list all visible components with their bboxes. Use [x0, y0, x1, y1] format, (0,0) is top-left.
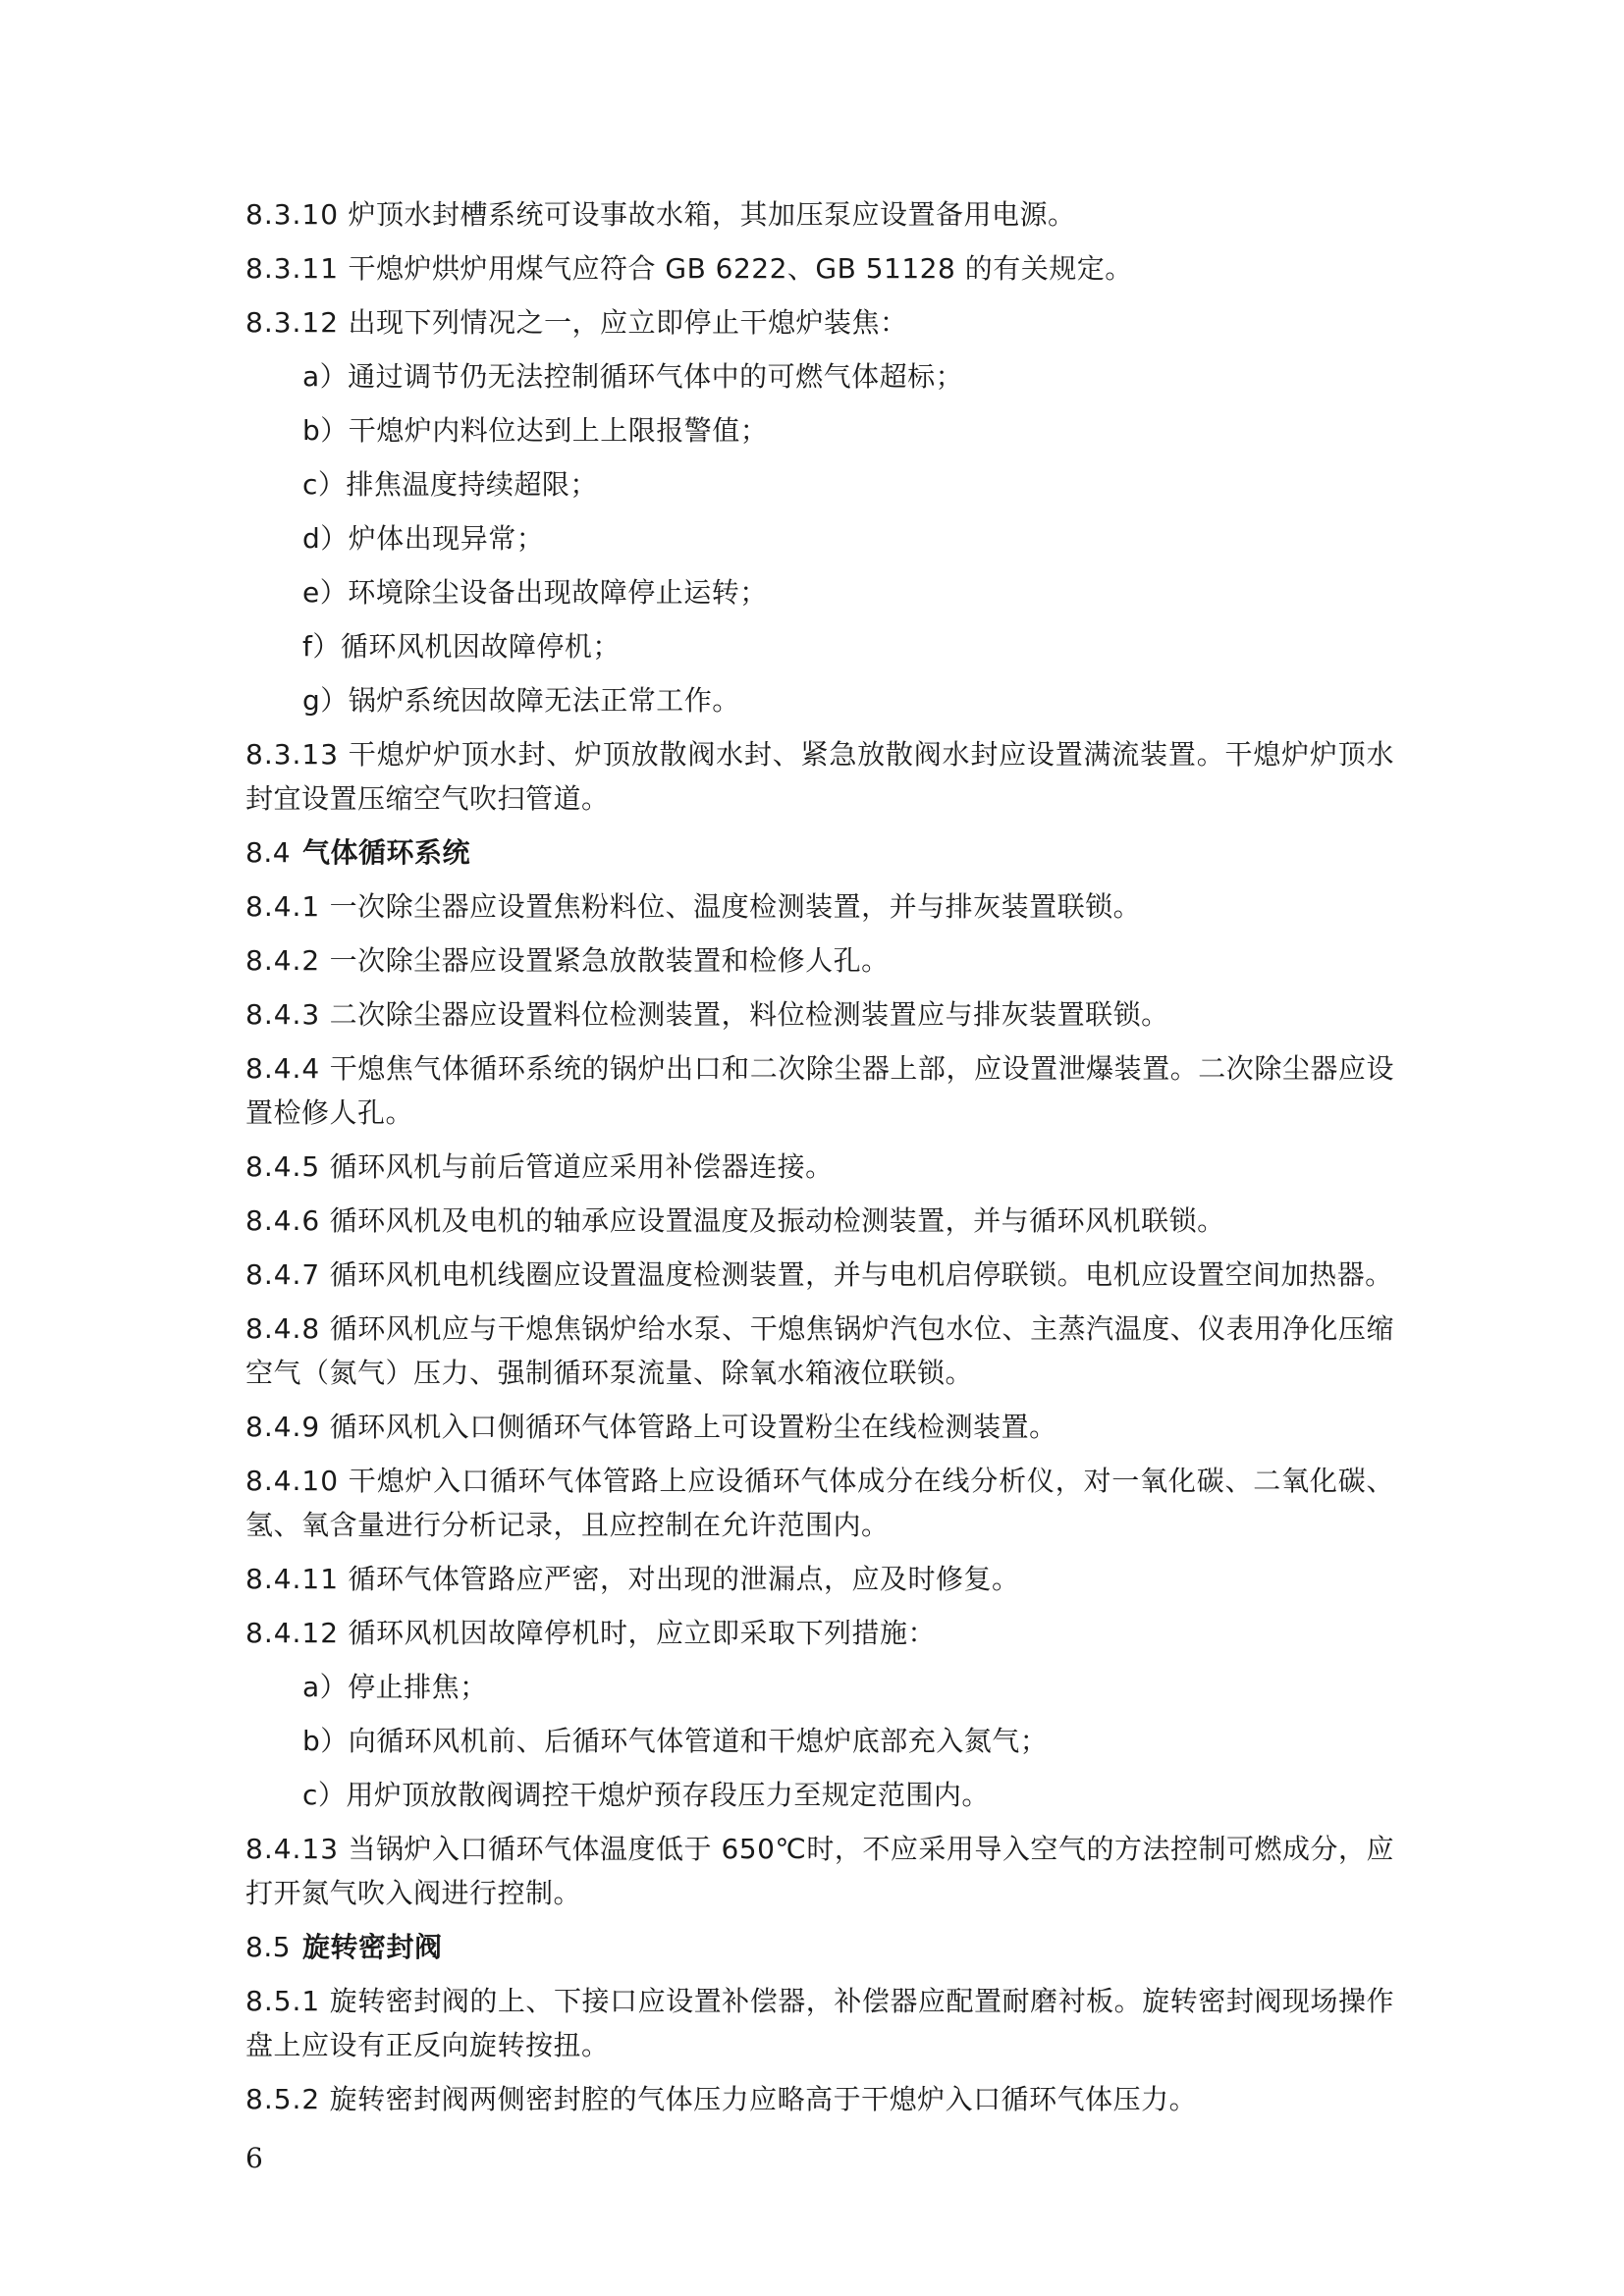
list-item: g）锅炉系统因故障无法正常工作。 [302, 684, 740, 717]
clause-text: 旋转密封阀的上、下接口应设置补偿器，补偿器应配置耐磨衬板。旋转密封阀现场操作盘上应设有正反向旋转按扭。 [245, 1985, 1394, 2061]
clause-number: 8.3.13 [245, 738, 340, 771]
clause-text: 炉顶水封槽系统可设事故水箱，其加压泵应设置备用电源。 [348, 198, 1076, 231]
clause-text: 旋转密封阀两侧密封腔的气体压力应略高于干熄炉入口循环气体压力。 [329, 2083, 1198, 2115]
clause-paragraph [245, 1145, 1394, 1189]
clause-text: 当锅炉入口循环气体温度低于 650℃时，不应采用导入空气的方法控制可燃成分，应打开氮气吹入阀进行控制。 [245, 1833, 1395, 1909]
clause-text: 循环风机电机线圈应设置温度检测装置，并与电机启停联锁。电机应设置空间加热器。 [329, 1258, 1393, 1291]
clause-paragraph [245, 246, 1394, 291]
page-number: 6 [245, 2142, 263, 2174]
clause-paragraph [245, 192, 1394, 237]
section-heading [245, 830, 1394, 875]
list-item: d）炉体出现异常； [302, 522, 545, 555]
clause-number: 8.4.3 [245, 998, 321, 1031]
clause-text: 干熄炉烘炉用煤气应符合 GB 6222、GB 51128 的有关规定。 [348, 252, 1133, 285]
clause-paragraph [245, 992, 1394, 1037]
clause-text: 循环风机与前后管道应采用补偿器连接。 [329, 1150, 834, 1183]
clause-paragraph [245, 1611, 1394, 1655]
clause-number: 8.4.7 [245, 1258, 321, 1291]
clause-number: 8.4.8 [245, 1312, 321, 1345]
clause-paragraph [245, 2077, 1394, 2121]
clause-text: 干熄炉入口循环气体管路上应设循环气体成分在线分析仪，对一氧化碳、二氧化碳、氢、氧含量进行分析记录，且应控制在允许范围内。 [245, 1465, 1394, 1541]
clause-number: 8.4.6 [245, 1204, 321, 1237]
section-heading [245, 1925, 1394, 1969]
clause-paragraph [245, 300, 1394, 345]
clause-number: 8.4.9 [245, 1411, 321, 1443]
clause-number: 8.5.2 [245, 2083, 321, 2115]
clause-text: 循环风机及电机的轴承应设置温度及振动检测装置，并与循环风机联锁。 [329, 1204, 1225, 1237]
section-title: 旋转密封阀 [302, 1931, 443, 1963]
clause-number: 8.4.4 [245, 1052, 321, 1085]
section-number: 8.5 [245, 1931, 292, 1963]
clause-number: 8.4.12 [245, 1617, 340, 1649]
list-item: a）通过调节仍无法控制循环气体中的可燃气体超标； [302, 360, 964, 393]
clause-number: 8.4.10 [245, 1465, 340, 1497]
clause-number: 8.5.1 [245, 1985, 321, 2017]
clause-paragraph [245, 1827, 1394, 1915]
document-body [245, 192, 1394, 2131]
clause-paragraph [245, 1557, 1394, 1601]
clause-number: 8.4.13 [245, 1833, 340, 1865]
clause-text: 一次除尘器应设置焦粉料位、温度检测装置，并与排灰装置联锁。 [329, 890, 1142, 923]
list-item: f）循环风机因故障停机； [302, 630, 621, 663]
clause-text: 一次除尘器应设置紧急放散装置和检修人孔。 [329, 944, 890, 977]
clause-number: 8.3.10 [245, 198, 340, 231]
clause-text: 循环气体管路应严密，对出现的泄漏点，应及时修复。 [348, 1563, 1020, 1595]
clause-text: 循环风机入口侧循环气体管路上可设置粉尘在线检测装置。 [329, 1411, 1057, 1443]
clause-paragraph [245, 1199, 1394, 1243]
clause-text: 干熄焦气体循环系统的锅炉出口和二次除尘器上部，应设置泄爆装置。二次除尘器应设置检修人孔。 [245, 1052, 1394, 1129]
clause-paragraph [245, 1459, 1394, 1547]
section-title: 气体循环系统 [302, 836, 471, 869]
clause-text: 循环风机因故障停机时，应立即采取下列措施： [348, 1617, 936, 1649]
clause-paragraph [245, 1253, 1394, 1297]
clause-number: 8.4.2 [245, 944, 321, 977]
clause-paragraph [245, 1307, 1394, 1395]
clause-paragraph [245, 732, 1394, 821]
list-item: b）向循环风机前、后循环气体管道和干熄炉底部充入氮气； [302, 1725, 1049, 1757]
list-item: a）停止排焦； [302, 1671, 488, 1703]
clause-paragraph [245, 1405, 1394, 1449]
clause-paragraph [245, 1979, 1394, 2067]
list-item: e）环境除尘设备出现故障停止运转； [302, 576, 768, 609]
clause-paragraph [245, 1046, 1394, 1135]
list-item: c）用炉顶放散阀调控干熄炉预存段压力至规定范围内。 [302, 1779, 990, 1811]
clause-number: 8.4.11 [245, 1563, 340, 1595]
clause-number: 8.3.12 [245, 306, 340, 339]
clause-text: 干熄炉炉顶水封、炉顶放散阀水封、紧急放散阀水封应设置满流装置。干熄炉炉顶水封宜设置压缩空气吹扫管道。 [245, 738, 1394, 815]
clause-text: 二次除尘器应设置料位检测装置，料位检测装置应与排灰装置联锁。 [329, 998, 1169, 1031]
clause-number: 8.4.5 [245, 1150, 321, 1183]
clause-paragraph [245, 938, 1394, 983]
list-item: c）排焦温度持续超限； [302, 468, 598, 501]
clause-number: 8.4.1 [245, 890, 321, 923]
section-number: 8.4 [245, 836, 292, 869]
clause-paragraph [245, 884, 1394, 929]
list-item: b）干熄炉内料位达到上上限报警值； [302, 414, 769, 447]
clause-number: 8.3.11 [245, 252, 340, 285]
clause-text: 出现下列情况之一，应立即停止干熄炉装焦： [348, 306, 908, 339]
clause-text: 循环风机应与干熄焦锅炉给水泵、干熄焦锅炉汽包水位、主蒸汽温度、仪表用净化压缩空气（氮气）压力、强制循环泵流量、除氧水箱液位联锁。 [245, 1312, 1394, 1389]
